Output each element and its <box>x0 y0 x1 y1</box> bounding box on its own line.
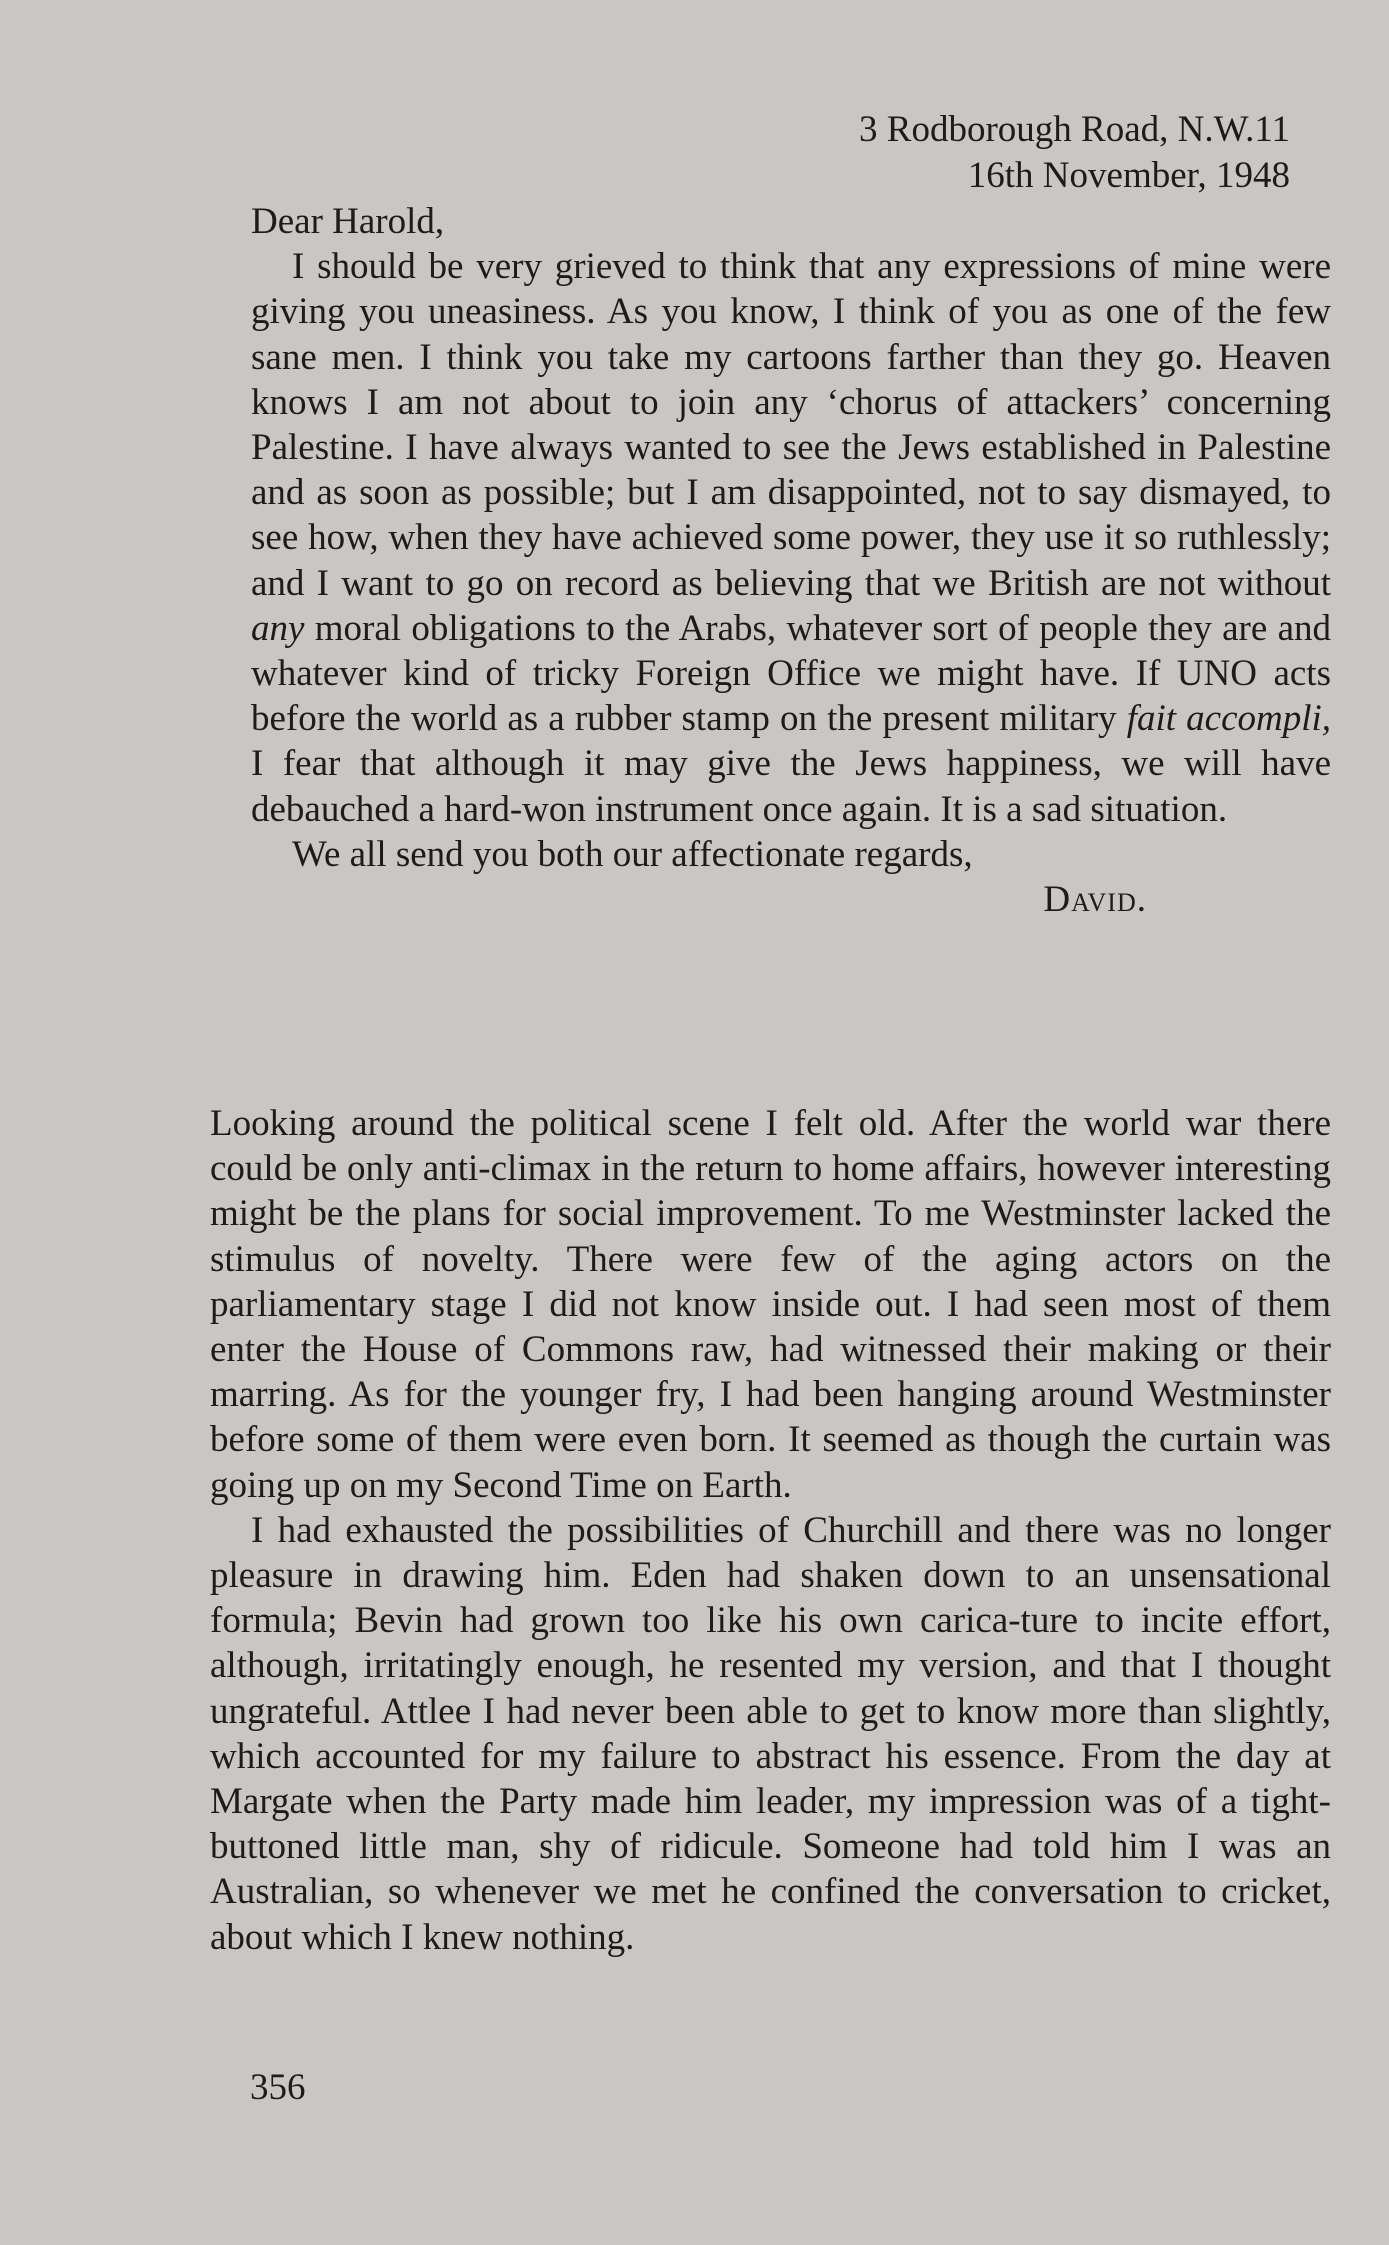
narrative-text <box>210 1101 1331 1960</box>
letter-signature: David. <box>1043 879 1147 921</box>
letter-address: 3 Rodborough Road, N.W.11 <box>859 109 1290 150</box>
narrative-paragraph-1: Looking around the political scene I felt old. After the world war there could be only anti-climax in the return to home affairs, however interesting might be the plans for social improvement. To me Westminster lacked the stimulus of novelty. There were few of the aging actors on the parliamentary stage I did not know inside out. I had seen most of them enter the House of Commons raw, had witnessed their making or their marring. As for the younger fry, I had been hanging around Westminster before some of them were even born. It seemed as though the curtain was going up on my Second Time on Earth. <box>210 1103 1331 1506</box>
letter-italic-any: any <box>251 607 305 649</box>
page-number: 356 <box>250 2067 306 2108</box>
letter-text-part2: moral obligations to the Arabs, whatever sort of people they are and whatever kind of tricky Foreign Office we might have. If UNO acts before the world as a rubber stamp on the present military <box>251 607 1332 740</box>
letter-block <box>251 199 1331 922</box>
letter-text-part3: I fear that although it may give the Jews happiness, we will have debauched a hard-won instrument once again. It is a sad situation. <box>251 743 1331 830</box>
narrative-paragraph-2: I had exhausted the possibilities of Churchill and there was no longer pleasure in drawing him. Eden had shaken down to an unsensational formula; Bevin had grown too like his own carica-ture to incite effort, although, irritatingly enough, he resented my version, and that I thought ungrateful. Attlee I had never been able to get to know more than slightly, which accounted for my failure to abstract his essence. From the day at Margate when the Party made him leader, my impression was of a tight-buttoned little man, shy of ridicule. Someone had told him I was an Australian, so whenever we met he confined the conversation to cricket, about which I knew nothing. <box>210 1509 1331 1958</box>
letter-text-part1: I should be very grieved to think that any expressions of mine were giving you uneasiness. As you know, I think of you as one of the few sane men. I think you take my cartoons farther than they go. Heaven knows I am not about to join any ‘chorus of attackers’ concerning Palestine. I have always wanted to see the Jews established in Palestine and as soon as possible; but I am disappointed, not to say dismayed, to see how, when they have achieved some power, they use it so ruthlessly; and I want to go on record as believing that we British are not without <box>251 246 1331 604</box>
letter-date: 16th November, 1948 <box>967 155 1290 196</box>
letter-paragraph <box>251 244 1331 832</box>
letter-italic-fait-accompli: fait accompli, <box>1126 698 1332 740</box>
letter-closing: We all send you both our affectionate regards, <box>292 833 973 875</box>
letter-salutation: Dear Harold, <box>251 201 445 242</box>
